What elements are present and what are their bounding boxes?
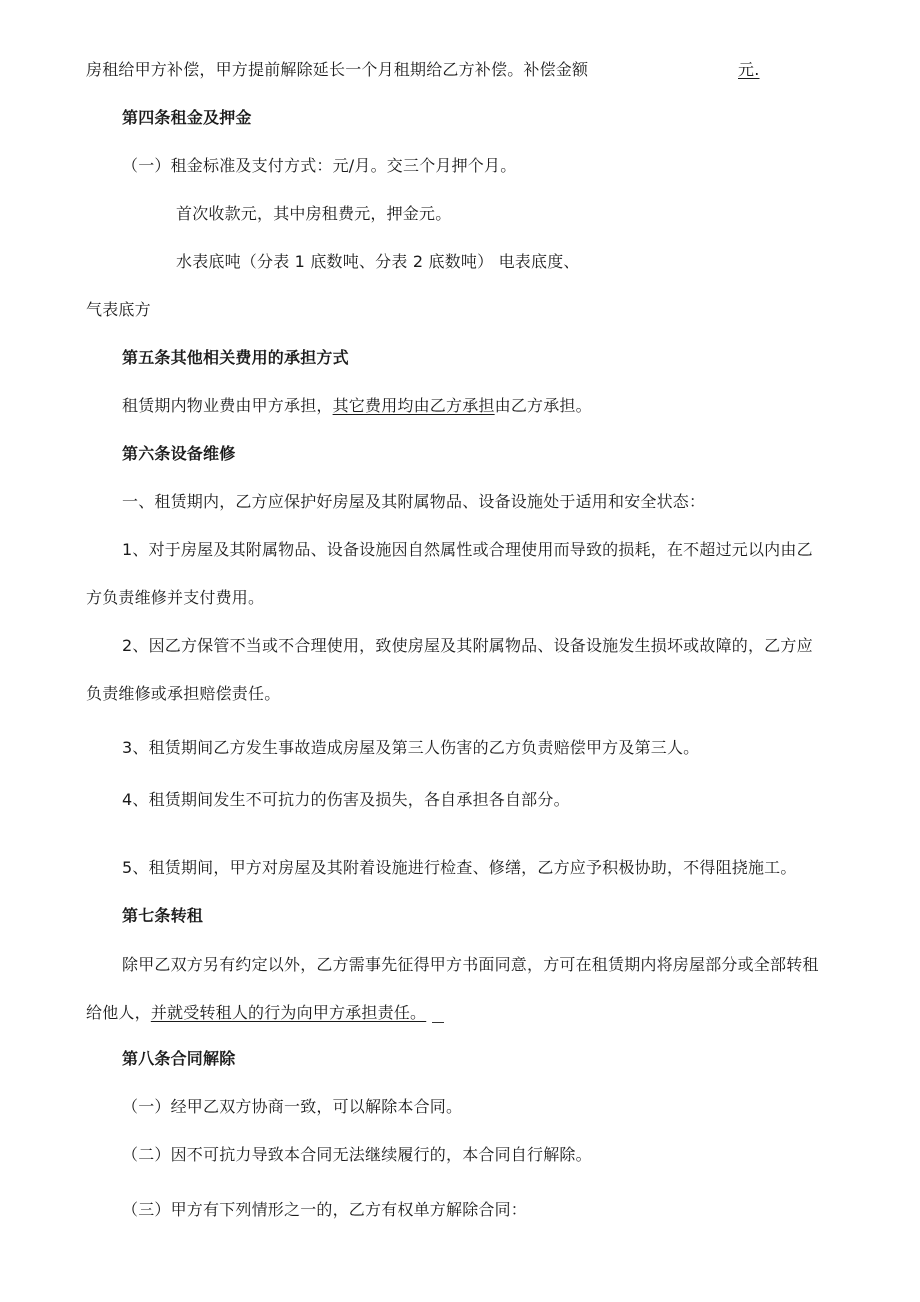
sublease-line-cont [86,1003,426,1023]
compensation-unit [738,60,760,80]
maintenance-item-2-cont: 负责维修或承担赔偿责任。 [86,684,281,703]
article-4-heading: 第四条租金及押金 [122,108,252,127]
termination-item-2: （二）因不可抗力导致本合同无法继续履行的，本合同自行解除。 [122,1145,592,1164]
rent-standard-line: （一）租金标准及支付方式：元/月。交三个月押个月。 [122,156,517,175]
compensation-text: 房租给甲方补偿，甲方提前解除延长一个月租期给乙方补偿。补偿金额 [86,60,589,79]
maintenance-item-1-cont: 方负责维修并支付费用。 [86,588,265,607]
termination-item-1: （一）经甲乙双方协商一致，可以解除本合同。 [122,1097,463,1116]
termination-item-3: （三）甲方有下列情形之一的，乙方有权单方解除合同： [122,1200,528,1219]
compensation-unit-text: 元. [738,60,760,79]
sublease-text-b-underlined: 并就受转租人的行为向甲方承担责任。 [150,1003,427,1022]
article-7-heading: 第七条转租 [122,906,204,925]
gas-meter-line: 气表底方 [86,300,151,319]
sublease-text-a: 给他人， [86,1003,151,1022]
fees-text-b-underlined: 其它费用均由乙方承担 [332,396,495,415]
maintenance-item-1: 1、对于房屋及其附属物品、设备设施因自然属性或合理使用而导致的损耗，在不超过元以内由乙 [122,540,813,559]
meter-readings-line: 水表底吨（分表 1 底数吨、分表 2 底数吨） 电表底度、 [176,252,580,271]
maintenance-item-4: 4、租赁期间发生不可抗力的伤害及损失，各自承担各自部分。 [122,790,570,809]
sublease-line: 除甲乙双方另有约定以外，乙方需事先征得甲方书面同意，方可在租赁期内将房屋部分或全部转租 [122,955,819,974]
maintenance-item-2: 2、因乙方保管不当或不合理使用，致使房屋及其附属物品、设备设施发生损坏或故障的，乙方应 [122,636,813,655]
underline-tail [432,1022,444,1023]
first-payment-line: 首次收款元，其中房租费元，押金元。 [176,204,452,223]
fees-text-a: 租赁期内物业费由甲方承担， [122,396,333,415]
article-5-heading: 第五条其他相关费用的承担方式 [122,348,349,367]
fees-line [122,396,592,416]
article-8-heading: 第八条合同解除 [122,1049,236,1068]
fees-text-c: 由乙方承担。 [494,396,592,415]
paragraph-line [86,60,588,80]
maintenance-item-5: 5、租赁期间，甲方对房屋及其附着设施进行检查、修缮，乙方应予积极协助，不得阻挠施工。 [122,858,797,877]
maintenance-item-3: 3、租赁期间乙方发生事故造成房屋及第三人伤害的乙方负责赔偿甲方及第三人。 [122,738,700,757]
article-6-heading: 第六条设备维修 [122,444,236,463]
maintenance-intro-line: 一、租赁期内，乙方应保护好房屋及其附属物品、设备设施处于适用和安全状态： [122,492,706,511]
